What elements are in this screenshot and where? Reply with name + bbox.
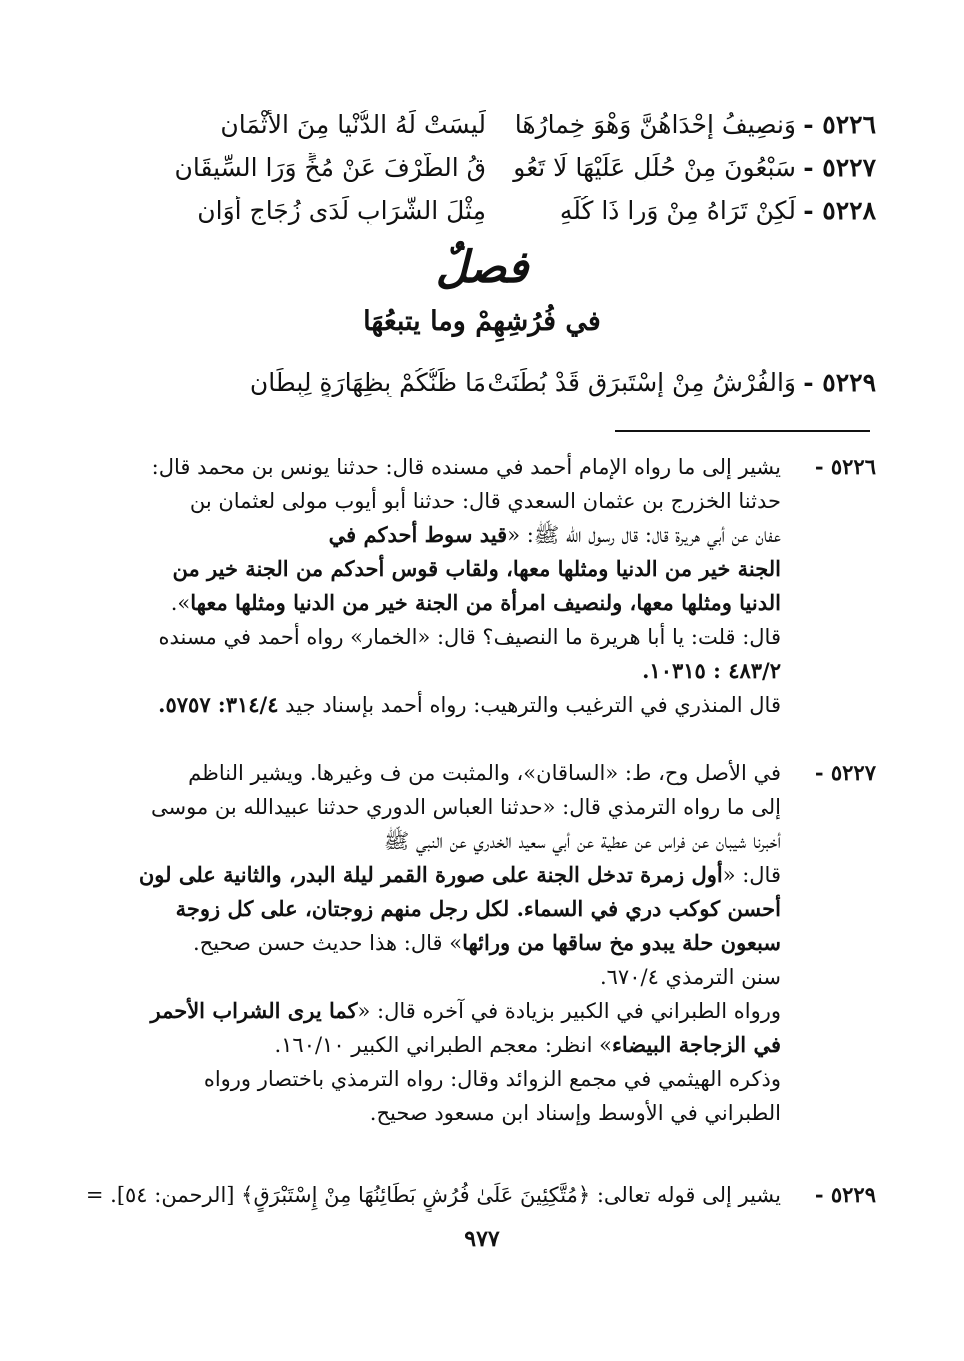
footnote-line bbox=[86, 858, 781, 892]
hadith-line: أحسن كوكب دري في السماء. لكل رجل منهم زوجتان، على كل زوجة bbox=[175, 896, 781, 921]
footnote-line bbox=[86, 586, 781, 620]
footnote-line: الطبراني في الأوسط وإسناد ابن مسعود صحيح. bbox=[369, 1101, 781, 1125]
footnote-text: [الرحمن: ٥٤]. = bbox=[86, 1183, 242, 1207]
footnote-text: عفان عن أبي هريرة قال: قال رسول الله ﷺ: « bbox=[507, 523, 781, 547]
footnote-5227 bbox=[86, 756, 876, 1130]
footnote-line: في الأصل وح، ط: «الساقان»، والمثبت من ف وغيرها. ويشير الناظم bbox=[188, 761, 781, 785]
footnote-line: إلى ما رواه الترمذي قال: «حدثنا العباس الدوري حدثنا عبيدالله بن موسى bbox=[151, 795, 781, 819]
quran-quote: يشير إلى قوله تعالى: ﴿مُتَّكِئِينَ عَلَىٰ فُرُشٍ بَطَائِنُهَا مِنْ إِسْتَبْرَقٍ﴾ bbox=[241, 1183, 781, 1207]
verse-second-hemistich: لَيسَتْ لَهُ الدُّنْيا مِنَ الأثْمَانِ bbox=[220, 110, 486, 139]
footnote-text: ورواه الطبراني في الكبير بزيادة في آخره قال: « bbox=[357, 999, 781, 1023]
footnote-body bbox=[86, 450, 781, 722]
verse-number: ٥٢٢٩ - bbox=[803, 368, 876, 397]
hadith-line: الجنة خير من الدنيا ومثلها معها، ولقاب قوس أحدكم من الجنة خير من bbox=[172, 556, 781, 581]
verse-number: ٥٢٢٧ - bbox=[803, 153, 876, 182]
footnote-text: » قال: هذا حديث حسن صحيح. bbox=[193, 931, 463, 955]
verse-5226 bbox=[86, 110, 876, 154]
footnote-reference: ٤٨٣/٢ : ١٠٣١٥. bbox=[642, 658, 781, 683]
footnote-text: قال المنذري في الترغيب والترهيب: رواه أحمد بإسناد جيد bbox=[285, 693, 781, 717]
footnote-line bbox=[86, 994, 781, 1028]
footnote-5229 bbox=[86, 1178, 876, 1212]
verse-second-hemistich: مِثْلَ الشَّرَابِ لَدَى زُجَاجٍ أَوَانِ bbox=[197, 196, 486, 225]
footnote-line bbox=[86, 1028, 781, 1062]
verse-5229 bbox=[86, 368, 876, 412]
hadith-text: كما يرى الشراب الأحمر bbox=[150, 998, 358, 1023]
footnote-number: ٥٢٢٧ - bbox=[814, 760, 876, 785]
verse-second-hemistich: مَا ظَنُّكُمْ بِظِهَارَةٍ لِبِطَانِ bbox=[249, 368, 486, 397]
hadith-text: قيد سوط أحدكم في bbox=[328, 522, 508, 547]
verse-5228 bbox=[86, 196, 876, 240]
footnote-reference: ٣١٤/٤: ٥٧٥٧. bbox=[158, 692, 279, 717]
section-subheading: في فُرُشِهِمْ وما يتبعُهَا bbox=[363, 306, 601, 337]
verse-5227 bbox=[86, 153, 876, 197]
footnote-line: وذكره الهيثمي في مجمع الزوائد وقال: رواه الترمذي باختصار ورواه bbox=[203, 1067, 781, 1091]
footnote-line: أخبرنا شيبان عن فراس عن عطية عن أبي سعيد الخدري عن النبي ﷺ bbox=[383, 829, 781, 853]
hadith-text: أول زمرة تدخل الجنة على صورة القمر ليلة البدر، والثانية على لون bbox=[138, 862, 723, 887]
footnote-5226 bbox=[86, 450, 876, 722]
verse-number: ٥٢٢٨ - bbox=[803, 196, 876, 225]
footnote-body bbox=[86, 1178, 781, 1212]
verse-first-hemistich: وَالفُرْشُ مِنْ إسْتَبرَقٍ قَدْ بُطِّنَتْ bbox=[487, 368, 796, 397]
footnote-text: قال: « bbox=[722, 863, 781, 887]
section-heading: فصلٌ bbox=[435, 242, 529, 293]
page-number: ٩٧٧ bbox=[464, 1226, 500, 1252]
footnote-body bbox=[86, 756, 781, 1130]
footnote-line bbox=[86, 1178, 781, 1212]
hadith-text: سبعون حلة يبدو مخ ساقها من ورائها bbox=[462, 930, 781, 955]
hadith-text: الدنيا ومثلها معها، ولنصيف امرأة من الجنة خير من الدنيا ومثلها معها bbox=[190, 590, 781, 615]
verse-second-hemistich: قُ الطَّرْفَ عَنْ مُخٍّ وَرَا السِّيقَانِ bbox=[174, 153, 486, 182]
verse-first-hemistich: لَكِنْ تَرَاهُ مِنْ وَرا ذَا كُلِّهِ bbox=[559, 196, 796, 225]
verse-first-hemistich: سَبْعُونَ مِنْ حُلَلٍ عَلَيْهَا لَا تَعُو bbox=[513, 153, 796, 182]
footnote-number: ٥٢٢٩ - bbox=[814, 1182, 876, 1207]
footnote-line: يشير إلى ما رواه الإمام أحمد في مسنده قال: حدثنا يونس بن محمد قال: bbox=[151, 455, 781, 479]
footnote-line bbox=[86, 518, 781, 552]
footnote-line: قال: قلت: يا أبا هريرة ما النصيف؟ قال: «الخمار» رواه أحمد في مسنده bbox=[158, 625, 781, 649]
footnote-text: » انظر: معجم الطبراني الكبير ١٦٠/١٠. bbox=[274, 1033, 612, 1057]
footnote-text: ». bbox=[170, 591, 191, 615]
footnote-line: سنن الترمذي ٦٧٠/٤. bbox=[599, 965, 781, 989]
footnote-line bbox=[86, 926, 781, 960]
footnote-separator bbox=[615, 430, 870, 432]
footnote-line bbox=[86, 688, 781, 722]
footnote-number: ٥٢٢٦ - bbox=[814, 454, 876, 479]
footnote-line: حدثنا الخزرج بن عثمان السعدي قال: حدثنا أبو أيوب مولى لعثمان بن bbox=[189, 489, 781, 513]
hadith-text: في الزجاجة البيضاء bbox=[612, 1032, 781, 1057]
verse-first-hemistich: وَنصِيفُ إحْدَاهُنَّ وَهْوَ خِمارُهَا bbox=[514, 110, 796, 139]
verse-number: ٥٢٢٦ - bbox=[803, 110, 876, 139]
